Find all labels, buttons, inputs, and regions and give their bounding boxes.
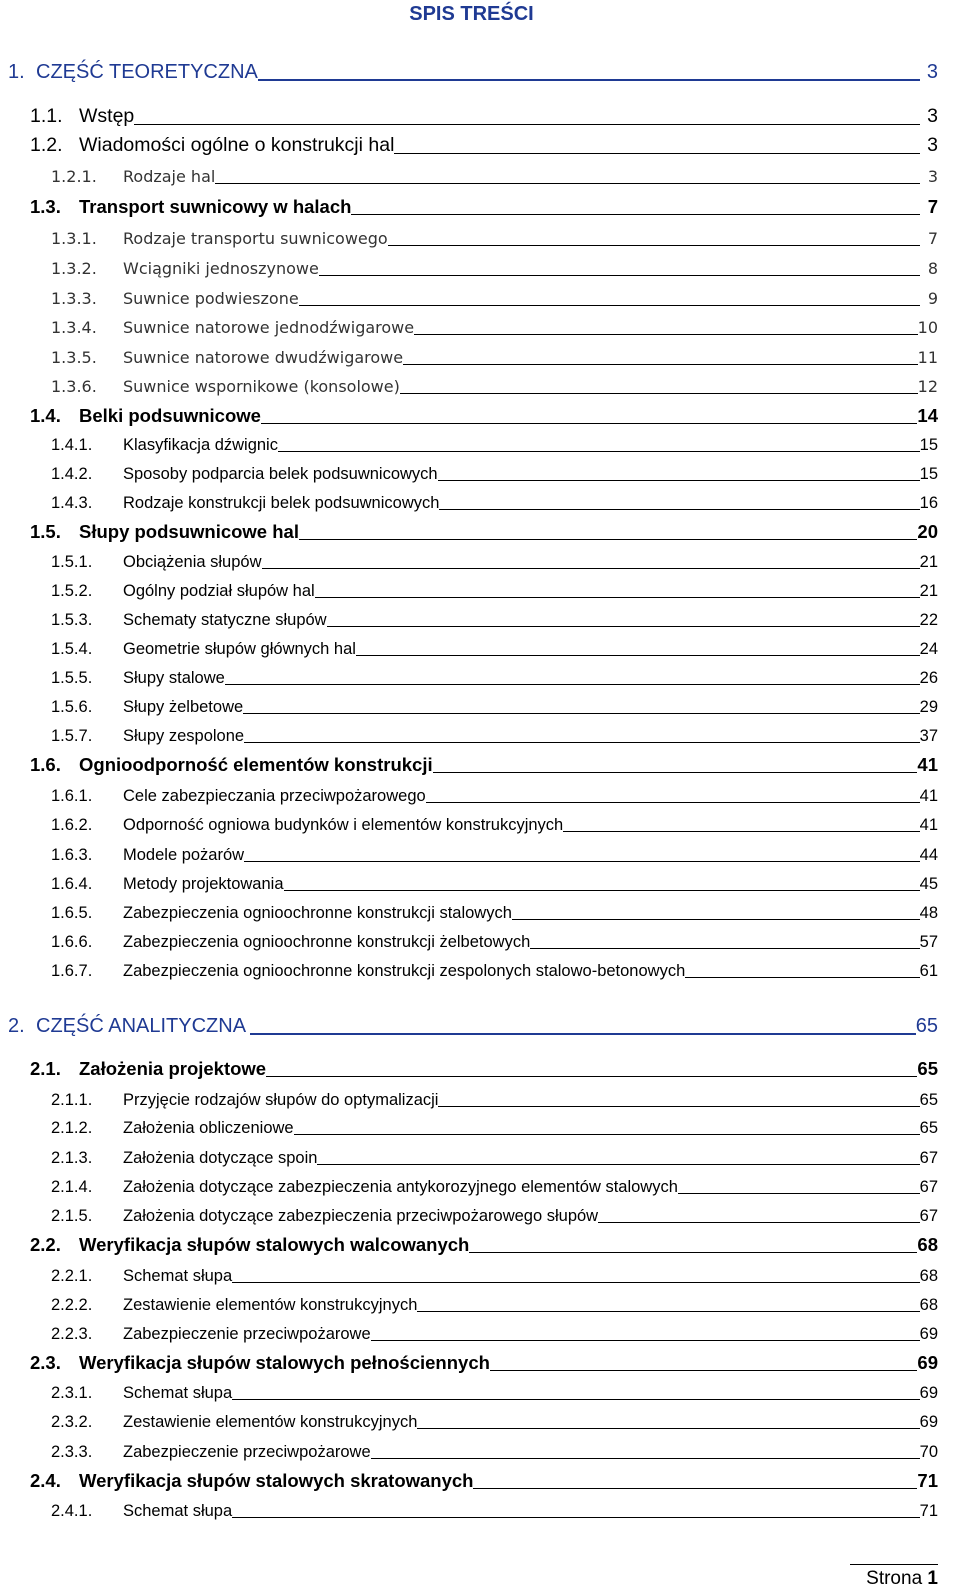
toc-entry-number: 2.1.1.	[51, 1090, 93, 1109]
toc-entry-title: Rodzaje hal	[123, 167, 216, 186]
page-title: SPIS TREŚCI	[409, 3, 534, 25]
toc-entry-number: 1.1.	[30, 104, 63, 127]
toc-entry-1-4-2[interactable]	[0, 454, 960, 482]
toc-entry-number: 1.3.	[30, 195, 61, 217]
toc-entry-title: Założenia dotyczące zabezpieczenia antykorozyjnego elementów stalowych	[123, 1177, 678, 1196]
toc-entry-title: Schemat słupa	[123, 1266, 233, 1285]
toc-entry-page: 14	[917, 404, 938, 426]
toc-entry-page: 57	[919, 932, 938, 951]
toc-entry-page: 20	[917, 520, 938, 542]
toc-entry-number: 2.1.5.	[51, 1206, 93, 1225]
toc-entry-number: 2.1.2.	[51, 1118, 93, 1137]
toc-entry-1-3[interactable]	[0, 188, 960, 216]
toc-entry-page: 61	[919, 961, 938, 980]
toc-entry-page: 68	[919, 1266, 938, 1285]
footer-divider	[850, 1564, 938, 1565]
toc-entry-number: 1.5.1.	[51, 552, 93, 571]
toc-entry-number: 1.5.2.	[51, 581, 93, 600]
toc-entry-number: 1.6.4.	[51, 874, 93, 893]
toc-entry-title: Zabezpieczenia ognioochronne konstrukcji żelbetowych	[123, 932, 531, 951]
toc-entry-page: 65	[915, 1015, 938, 1037]
toc-entry-title: Suwnice natorowe dwudźwigarowe	[123, 348, 404, 367]
toc-entry-number: 1.5.3.	[51, 610, 93, 629]
toc-entry-page: 44	[919, 845, 938, 864]
toc-entry-page: 3	[927, 133, 938, 156]
toc-entry-page: 71	[919, 1501, 938, 1520]
toc-leader-line	[123, 183, 920, 184]
toc-entry-title: Wstęp	[79, 104, 135, 127]
toc-entry-number: 1.3.6.	[51, 377, 97, 396]
toc-entry-number: 1.6.	[30, 753, 61, 775]
toc-entry-page: 41	[919, 815, 938, 834]
toc-entry-page: 24	[919, 639, 938, 658]
toc-entry-title: Słupy podsuwnicowe hal	[79, 520, 299, 542]
toc-entry-1-3-3[interactable]	[0, 279, 960, 307]
toc-entry-title: Słupy zespolone	[123, 726, 245, 745]
toc-entry-page: 48	[919, 903, 938, 922]
toc-entry-number: 1.4.1.	[51, 435, 93, 454]
toc-entry-number: 1.5.6.	[51, 697, 93, 716]
toc-entry-title: Schematy statyczne słupów	[123, 610, 327, 629]
toc-entry-page: 22	[919, 610, 938, 629]
toc-entry-title: Ognioodporność elementów konstrukcji	[79, 753, 433, 775]
toc-entry-title: Rodzaje transportu suwnicowego	[123, 229, 388, 248]
toc-entry-number: 1.2.	[30, 133, 63, 156]
toc-entry-2[interactable]	[0, 1008, 960, 1036]
toc-entry-1-6-7[interactable]	[0, 951, 960, 979]
toc-entry-2-1-4[interactable]	[0, 1167, 960, 1195]
toc-entry-2-1-5[interactable]	[0, 1196, 960, 1224]
toc-entry-number: 1.4.	[30, 404, 61, 426]
toc-entry-title: Obciążenia słupów	[123, 552, 262, 571]
toc-entry-2-2-1[interactable]	[0, 1256, 960, 1284]
toc-entry-title: Weryfikacja słupów stalowych skratowanych	[79, 1469, 474, 1491]
toc-entry-page: 21	[919, 581, 938, 600]
toc-entry-1-4[interactable]	[0, 397, 960, 425]
toc-entry-1-6[interactable]	[0, 746, 960, 774]
toc-entry-2-1-2[interactable]	[0, 1108, 960, 1136]
toc-entry-number: 2.4.	[30, 1469, 61, 1491]
toc-entry-title: Ogólny podział słupów hal	[123, 581, 315, 600]
toc-leader-line	[250, 1033, 920, 1035]
toc-entry-title: Zabezpieczenia ognioochronne konstrukcji stalowych	[123, 903, 512, 922]
toc-entry-title: Wiadomości ogólne o konstrukcji hal	[79, 133, 395, 156]
toc-entry-number: 1.6.3.	[51, 845, 93, 864]
toc-entry-title: Metody projektowania	[123, 874, 284, 893]
toc-entry-2-2-3[interactable]	[0, 1314, 960, 1342]
toc-entry-page: 41	[919, 786, 938, 805]
toc-leader-line	[123, 1399, 920, 1400]
toc-entry-page: 15	[919, 435, 938, 454]
toc-entry-number: 2.2.2.	[51, 1295, 93, 1314]
toc-entry-number: 1.6.2.	[51, 815, 93, 834]
toc-entry-1-3-6[interactable]	[0, 367, 960, 395]
toc-entry-title: Założenia dotyczące zabezpieczenia przeciwpożarowego słupów	[123, 1206, 599, 1225]
footer-label: Strona	[866, 1568, 923, 1589]
toc-entry-1-5[interactable]	[0, 513, 960, 541]
toc-entry-title: Przyjęcie rodzajów słupów do optymalizacji	[123, 1090, 439, 1109]
toc-entry-number: 1.6.5.	[51, 903, 93, 922]
toc-entry-number: 2.	[8, 1015, 25, 1037]
toc-entry-page: 69	[919, 1383, 938, 1402]
toc-entry-page: 3	[927, 167, 938, 186]
toc-entry-2-3-1[interactable]	[0, 1373, 960, 1401]
toc-leader-line	[123, 1517, 920, 1518]
toc-entry-1-3-1[interactable]	[0, 219, 960, 247]
toc-entry-page: 12	[917, 377, 938, 396]
toc-entry-1-6-3[interactable]	[0, 835, 960, 863]
toc-entry-number: 2.4.1.	[51, 1501, 93, 1520]
toc-entry-number: 1.3.5.	[51, 348, 97, 367]
toc-entry-title: Schemat słupa	[123, 1501, 233, 1520]
footer-page-number: 1	[927, 1568, 938, 1589]
toc-entry-number: 1.6.7.	[51, 961, 93, 980]
toc-leader-line	[123, 1282, 920, 1283]
toc-entry-2-4-1[interactable]	[0, 1491, 960, 1519]
toc-entry-2-2-2[interactable]	[0, 1285, 960, 1313]
toc-entry-1-3-2[interactable]	[0, 249, 960, 277]
toc-entry-1-5-4[interactable]	[0, 629, 960, 657]
toc-entry-page: 29	[919, 697, 938, 716]
toc-entry-page: 7	[927, 195, 938, 217]
toc-entry-1-2[interactable]	[0, 127, 960, 155]
toc-entry-page: 67	[919, 1177, 938, 1196]
toc-entry-1-6-2[interactable]	[0, 805, 960, 833]
toc-entry-1-3-4[interactable]	[0, 308, 960, 336]
toc-entry-page: 65	[919, 1118, 938, 1137]
toc-entry-2-2[interactable]	[0, 1226, 960, 1254]
toc-entry-1-5-2[interactable]	[0, 571, 960, 599]
toc-entry-number: 1.	[8, 61, 25, 83]
toc-entry-2-4[interactable]	[0, 1462, 960, 1490]
toc-entry-number: 1.6.6.	[51, 932, 93, 951]
toc-entry-title: Zestawienie elementów konstrukcyjnych	[123, 1295, 418, 1314]
toc-entry-title: Zestawienie elementów konstrukcyjnych	[123, 1412, 418, 1431]
toc-entry-page: 7	[927, 229, 938, 248]
toc-entry-title: Suwnice wspornikowe (konsolowe)	[123, 377, 400, 396]
toc-entry-number: 2.2.3.	[51, 1324, 93, 1343]
toc-entry-number: 2.3.1.	[51, 1383, 93, 1402]
toc-entry-number: 1.3.2.	[51, 259, 97, 278]
toc-entry-page: 10	[917, 318, 938, 337]
toc-entry-number: 1.5.7.	[51, 726, 93, 745]
toc-entry-title: Transport suwnicowy w halach	[79, 195, 352, 217]
toc-entry-2-3[interactable]	[0, 1344, 960, 1372]
toc-entry-title: Weryfikacja słupów stalowych walcowanych	[79, 1233, 470, 1255]
toc-entry-1-5-3[interactable]	[0, 600, 960, 628]
toc-entry-title: Założenia projektowe	[79, 1057, 267, 1079]
toc-entry-number: 1.4.2.	[51, 464, 93, 483]
toc-entry-page: 15	[919, 464, 938, 483]
toc-entry-1-4-3[interactable]	[0, 483, 960, 511]
toc-entry-page: 16	[919, 493, 938, 512]
toc-entry-number: 2.1.3.	[51, 1148, 93, 1167]
toc-entry-1-5-7[interactable]	[0, 716, 960, 744]
toc-entry-title: Zabezpieczenie przeciwpożarowe	[123, 1324, 371, 1343]
toc-entry-1[interactable]	[0, 54, 960, 82]
toc-entry-title: CZĘŚĆ TEORETYCZNA	[36, 61, 258, 83]
toc-entry-number: 1.3.1.	[51, 229, 97, 248]
toc-leader-line	[250, 79, 920, 81]
toc-entry-1-6-6[interactable]	[0, 922, 960, 950]
toc-entry-page: 69	[917, 1351, 938, 1373]
toc-entry-1-5-6[interactable]	[0, 687, 960, 715]
toc-entry-page: 70	[919, 1442, 938, 1461]
toc-entry-2-3-2[interactable]	[0, 1402, 960, 1430]
page-footer	[866, 1568, 938, 1590]
toc-entry-title: Klasyfikacja dźwignic	[123, 435, 278, 454]
toc-entry-1-3-5[interactable]	[0, 338, 960, 366]
toc-entry-title: Belki podsuwnicowe	[79, 404, 261, 426]
toc-entry-2-3-3[interactable]	[0, 1432, 960, 1460]
toc-entry-number: 2.2.	[30, 1233, 61, 1255]
toc-entry-title: Zabezpieczenie przeciwpożarowe	[123, 1442, 371, 1461]
toc-entry-1-5-1[interactable]	[0, 542, 960, 570]
toc-entry-number: 1.2.1.	[51, 167, 97, 186]
toc-entry-page: 26	[919, 668, 938, 687]
toc-entry-page: 45	[919, 874, 938, 893]
toc-entry-page: 65	[919, 1090, 938, 1109]
toc-entry-page: 68	[917, 1233, 938, 1255]
toc-entry-title: Słupy żelbetowe	[123, 697, 244, 716]
toc-entry-number: 1.5.	[30, 520, 61, 542]
toc-entry-page: 69	[919, 1412, 938, 1431]
toc-entry-1-2-1[interactable]	[0, 157, 960, 185]
toc-entry-title: Sposoby podparcia belek podsuwnicowych	[123, 464, 438, 483]
toc-entry-title: Geometrie słupów głównych hal	[123, 639, 356, 658]
toc-entry-page: 71	[917, 1469, 938, 1491]
toc-entry-title: Założenia obliczeniowe	[123, 1118, 294, 1137]
toc-entry-number: 1.3.4.	[51, 318, 97, 337]
toc-entry-title: Suwnice natorowe jednodźwigarowe	[123, 318, 415, 337]
toc-entry-1-5-5[interactable]	[0, 658, 960, 686]
toc-entry-1-1[interactable]	[0, 98, 960, 126]
toc-entry-number: 2.3.3.	[51, 1442, 93, 1461]
toc-entry-number: 1.3.3.	[51, 289, 97, 308]
toc-entry-page: 8	[927, 259, 938, 278]
toc-entry-page: 41	[917, 753, 938, 775]
toc-entry-page: 69	[919, 1324, 938, 1343]
toc-entry-page: 9	[927, 289, 938, 308]
toc-entry-title: Odporność ogniowa budynków i elementów konstrukcyjnych	[123, 815, 564, 834]
toc-entry-1-6-1[interactable]	[0, 776, 960, 804]
toc-entry-number: 2.3.2.	[51, 1412, 93, 1431]
toc-entry-page: 67	[919, 1206, 938, 1225]
toc-entry-title: CZĘŚĆ ANALITYCZNA	[36, 1015, 247, 1037]
toc-entry-number: 2.1.	[30, 1057, 61, 1079]
toc-entry-page: 67	[919, 1148, 938, 1167]
toc-entry-page: 3	[927, 104, 938, 127]
toc-entry-title: Modele pożarów	[123, 845, 245, 864]
toc-entry-1-6-5[interactable]	[0, 893, 960, 921]
toc-entry-number: 2.1.4.	[51, 1177, 93, 1196]
toc-entry-2-1-3[interactable]	[0, 1138, 960, 1166]
toc-entry-title: Zabezpieczenia ognioochronne konstrukcji zespolonych stalowo-betonowych	[123, 961, 686, 980]
toc-entry-title: Weryfikacja słupów stalowych pełnościennych	[79, 1351, 490, 1373]
toc-entry-title: Suwnice podwieszone	[123, 289, 299, 308]
toc-leader-line	[79, 124, 920, 125]
toc-entry-1-6-4[interactable]	[0, 864, 960, 892]
toc-entry-number: 1.5.4.	[51, 639, 93, 658]
toc-entry-number: 1.6.1.	[51, 786, 93, 805]
toc-entry-page: 21	[919, 552, 938, 571]
toc-entry-page: 65	[917, 1057, 938, 1079]
toc-entry-title: Słupy stalowe	[123, 668, 225, 687]
toc-entry-number: 1.5.5.	[51, 668, 93, 687]
toc-entry-title: Schemat słupa	[123, 1383, 233, 1402]
toc-entry-2-1[interactable]	[0, 1050, 960, 1078]
toc-entry-page: 37	[919, 726, 938, 745]
toc-entry-number: 2.2.1.	[51, 1266, 93, 1285]
toc-entry-2-1-1[interactable]	[0, 1080, 960, 1108]
toc-leader-line	[123, 684, 920, 685]
toc-entry-number: 1.4.3.	[51, 493, 93, 512]
toc-entry-title: Wciągniki jednoszynowe	[123, 259, 319, 278]
toc-entry-number: 2.3.	[30, 1351, 61, 1373]
toc-entry-page: 11	[917, 348, 938, 367]
toc-entry-1-4-1[interactable]	[0, 425, 960, 453]
toc-entry-title: Założenia dotyczące spoin	[123, 1148, 318, 1167]
toc-entry-page: 68	[919, 1295, 938, 1314]
toc-entry-title: Cele zabezpieczania przeciwpożarowego	[123, 786, 426, 805]
toc-entry-title: Rodzaje konstrukcji belek podsuwnicowych	[123, 493, 440, 512]
toc-entry-page: 3	[926, 61, 938, 83]
